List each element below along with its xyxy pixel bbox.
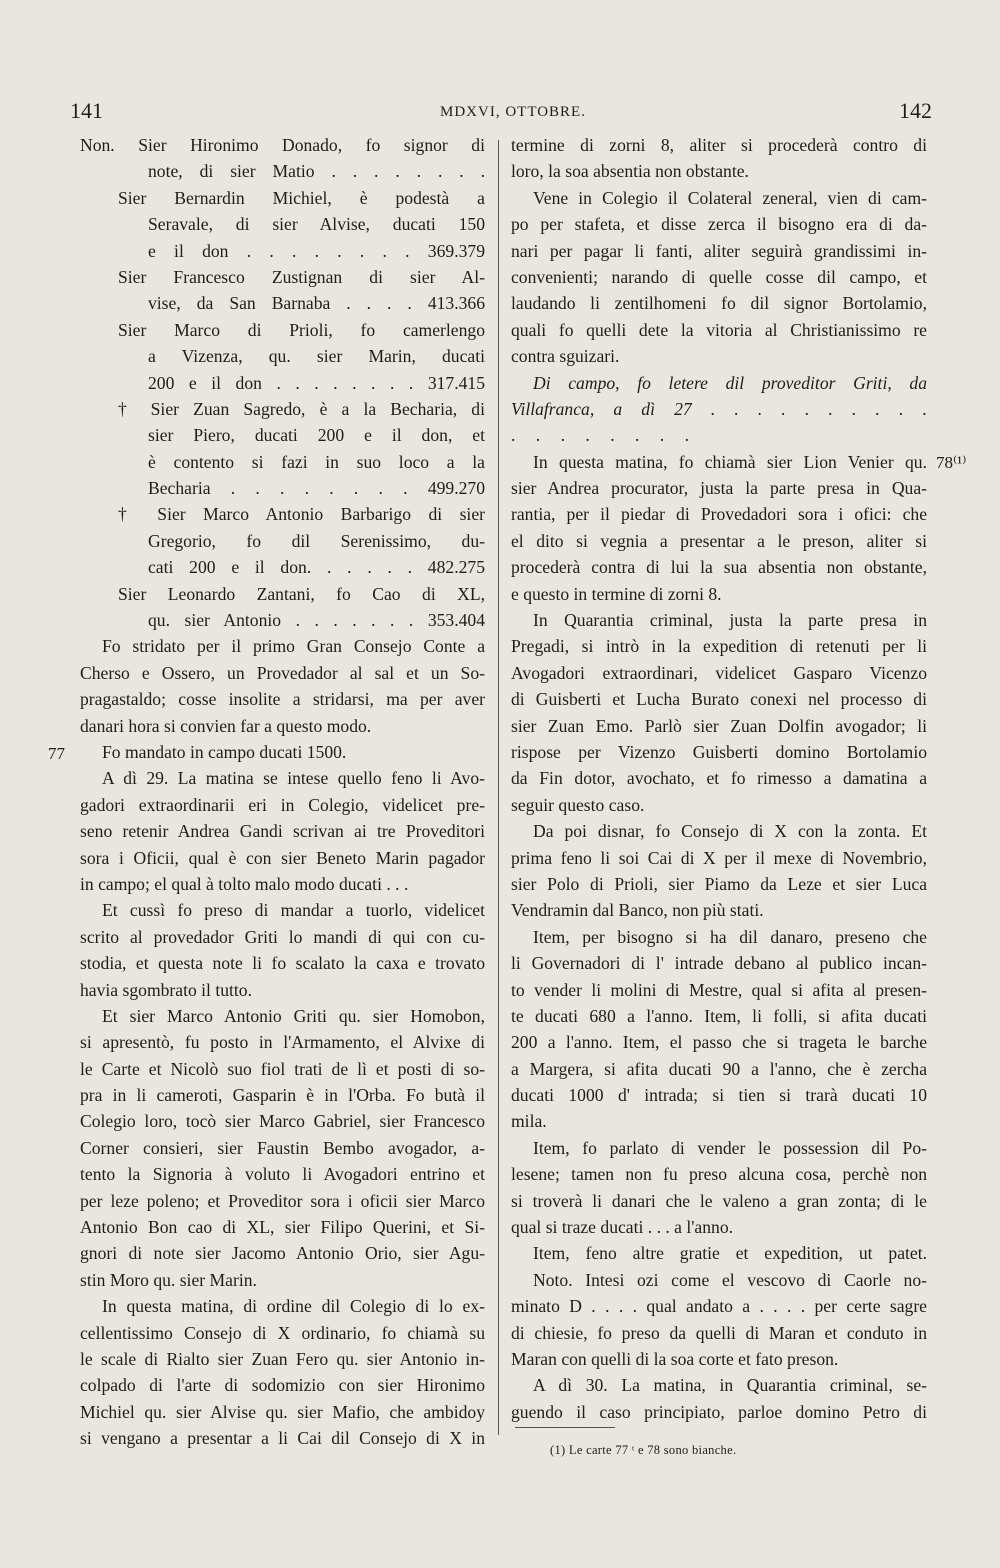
column-divider [498,140,499,1435]
text-line: A dì 30. La matina, in Quarantia criminal, se- [533,1375,927,1396]
text-line: Et cussì fo preso di mandar a tuorlo, videlicet [102,900,485,921]
text-line: Item, feno altre gratie et expedition, ut patet. [533,1243,927,1264]
text-line: si vengano a presentar a li Cai dil Consejo di X in [80,1428,485,1449]
text-line: Non. Sier Hironimo Donado, fo signor di [80,135,485,155]
text-line: 200 a l'anno. Item, el passo che si trageta le barche [511,1032,927,1053]
text-line: Et sier Marco Antonio Griti qu. sier Homobon, [102,1005,485,1026]
text-line: Seravale, di sier Alvise, ducati 150 [148,214,485,235]
text-line: cati 200 e il don. . . . . . 482.275 [148,557,485,578]
text-line: . . . . . . . . [511,425,697,446]
text-line: to vender li molini di Mestre, qual si afita al presen- [511,979,927,1000]
text-line: in campo; el qual à tolto malo modo ducati . . . [80,873,409,894]
text-line: seno retenir Andrea Gandi scrivan ai tre Proveditori [80,821,485,842]
text-line: procederà contra di lui la sua absentia non obstante, [511,557,927,578]
text-line: po per stafeta, et disse zerca il bisogno era di da- [511,214,927,235]
text-line: gnori di note sier Jacomo Antonio Orio, sier Agu- [80,1243,485,1264]
text-line: li Governadori di l' intrade debano al publico incan- [511,953,927,974]
text-line: laudando li zentilhomeni fo dil signor Bortolamio, [511,293,927,314]
running-title: MDXVI, OTTOBRE. [440,104,586,120]
text-line: pragastaldo; cosse insolite a stridarsi, ma per aver [80,689,485,710]
text-line: sora i Oficii, qual è con sier Beneto Marin pagador [80,847,485,868]
text-line: † Sier Zuan Sagredo, è a la Becharia, di [118,398,485,419]
left-column [80,132,485,1452]
text-line: Gregorio, fo dil Serenissimo, du- [148,530,485,551]
footnote: (1) Le carte 77 ᵗ e 78 sono bianche. [550,1443,737,1457]
text-line: Item, fo parlato di vender le possession dil Po- [533,1137,927,1158]
text-line: loro, la soa absentia non obstante. [511,161,749,182]
left-page-number: 141 [70,98,103,123]
text-line: Sier Leonardo Zantani, fo Cao di XL, [118,583,485,604]
text-line: Item, per bisogno si ha dil danaro, preseno che [533,926,927,947]
running-header [70,98,932,128]
text-line: In Quarantia criminal, justa la parte presa in [533,610,927,631]
text-line: Vene in Colegio il Colateral zeneral, vien di cam- [533,187,927,208]
text-line: si troverà li danari che le valeno a gran zonta; di le [511,1190,927,1211]
text-line: vise, da San Barnaba . . . . 413.366 [148,293,485,314]
text-line: guendo il caso principiato, parloe domino Petro di [511,1401,927,1422]
text-line: Pregadi, si intrò in la expedition di retenuti per li [511,636,927,657]
text-line: sier Piero, ducati 200 e il don, et [148,425,485,446]
text-line: Avogadori extraordinari, videlicet Gasparo Vicenzo [511,662,927,683]
text-line: note, di sier Matio . . . . . . . . [148,161,485,182]
text-line: danari hora si convien far a questo modo. [80,715,372,736]
text-line: Fo mandato in campo ducati 1500. [102,741,347,762]
text-line: † Sier Marco Antonio Barbarigo di sier [118,504,485,525]
text-line: gadori extraordinarii eri in Colegio, videlicet pre- [80,794,485,815]
text-line: Cherso e Ossero, un Provedador al sal et un So- [80,662,485,683]
text-line: nari per pagar li fanti, aliter seguirà grandissimi in- [511,240,927,261]
text-line: Corner consieri, sier Faustin Bembo avogador, a- [80,1137,485,1158]
text-line: e il don . . . . . . . . 369.379 [148,240,485,261]
text-line: pra in li cameroti, Gasparin è in l'Orba. Fo butà il [80,1085,485,1106]
text-line: cellentissimo Consejo di X ordinario, fo chiamà su [80,1322,485,1343]
text-line: a Margera, si afita ducati 90 a l'anno, che è zercha [511,1058,927,1079]
right-column [511,132,927,1425]
text-line: Da poi disnar, fo Consejo di X con la zonta. Et [533,821,927,842]
text-line: te ducati 680 a l'anno. Item, li folli, si afita ducati [511,1005,927,1026]
text-line: Sier Francesco Zustignan di sier Al- [118,266,485,287]
text-line: prima feno li soi Cai di X per il mexe di Novembrio, [511,847,927,868]
text-line: convenienti; narando di quelle cosse dil campo, et [511,266,927,287]
text-line: Villafranca, a dì 27 . . . . . . . . . . [511,398,927,419]
text-line: sier Polo di Prioli, sier Piamo da Leze et sier Luca [511,873,927,894]
margin-note-78: 78⁽¹⁾ [936,453,967,472]
text-line: Colegio loro, tocò sier Marco Gabriel, sier Francesco [80,1111,485,1132]
text-line: seguir questo caso. [511,794,645,815]
text-line: In questa matina, fo chiamà sier Lion Venier qu. [533,451,927,472]
text-line: stodia, et questa note li fo scalato la caxa e trovato [80,953,485,974]
text-line: lesene; tamen non fu preso alcuna cosa, perchè non [511,1164,927,1185]
text-line: scrito al provedador Griti lo mandi di qui con cu- [80,926,485,947]
text-line: Sier Bernardin Michiel, è podestà a [118,187,485,208]
text-line: e questo in termine di zorni 8. [511,583,722,604]
footnote-rule [515,1427,615,1428]
text-line: minato D . . . . qual andato a . . . . per certe sagre [511,1296,927,1317]
text-line: Maran con quelli di la soa corte et fato preson. [511,1348,839,1369]
text-line: per leze poleno; et Proveditor sora i oficii sier Marco [80,1190,485,1211]
text-line: da Fin dotor, avochato, et fo rimesso a damatina a [511,768,927,789]
text-line: quali fo quelli dete la vitoria al Christianissimo re [511,319,927,340]
text-line: le Carte et Nicolò suo fiol trati de lì et posti di so- [80,1058,485,1079]
text-line: Fo stridato per il primo Gran Consejo Conte a [102,636,485,657]
text-line: stin Moro qu. sier Marin. [80,1269,257,1290]
text-line: Antonio Bon cao di XL, sier Filipo Querini, et Si- [80,1217,485,1238]
text-line: Vendramin dal Banco, non più stati. [511,900,764,921]
text-line: sier Andrea procurator, justa la parte presa in Qua- [511,478,927,499]
text-line: havia sgombrato il tutto. [80,979,253,1000]
text-line: contra sguizari. [511,346,620,367]
text-line: ducati 1000 d' intrada; si tien si trarà ducati 10 [511,1085,927,1106]
text-line: di chiesie, fo preso da quelli di Maran et conduto in [511,1322,927,1343]
text-line: Sier Marco di Prioli, fo camerlengo [118,319,485,340]
text-line: a Vizenza, qu. sier Marin, ducati [148,346,485,367]
text-line: Noto. Intesi ozi come el vescovo di Caorle no- [533,1269,927,1290]
text-line: colpado di l'arte di sodomizio con sier Hironimo [80,1375,485,1396]
text-line: Di campo, fo letere dil proveditor Griti, da [533,372,927,393]
text-line: le scale di Rialto sier Zuan Fero qu. sier Antonio in- [80,1348,485,1369]
right-page-number: 142 [899,98,932,123]
text-line: si apresentò, fu posto in l'Armamento, el Alvixe di [80,1032,485,1053]
text-line: tento la Signoria à voluto li Avogadori entrino et [80,1164,485,1185]
text-line: termine di zorni 8, aliter si procederà contro di [511,135,927,155]
text-line: rantia, per il piedar di Provedadori sora i ofici: che [511,504,927,525]
text-line: qual si traze ducati . . . a l'anno. [511,1217,734,1238]
text-line: 200 e il don . . . . . . . . 317.415 [148,372,485,393]
text-line: Becharia . . . . . . . . 499.270 [148,478,485,499]
text-line: In questa matina, di ordine dil Colegio di lo ex- [102,1296,485,1317]
text-line: qu. sier Antonio . . . . . . . 353.404 [148,610,485,631]
text-line: è contento si fazi in suo loco a la [148,451,485,472]
text-line: el dito si vegnia a presentar a le preson, aliter si [511,530,927,551]
margin-note-77: 77 [48,744,65,763]
text-line: rispose per Vizenzo Guisberti domino Bortolamio [511,741,927,762]
text-line: mila. [511,1111,547,1132]
text-line: sier Zuan Emo. Parlò sier Zuan Dolfin avogador; li [511,715,927,736]
text-line: di Guisberti et Lucha Burato conexi nel processo di [511,689,927,710]
text-line: Michiel qu. sier Alvise qu. sier Mafio, che ambidoy [80,1401,485,1422]
text-line: A dì 29. La matina se intese quello feno li Avo- [102,768,485,789]
